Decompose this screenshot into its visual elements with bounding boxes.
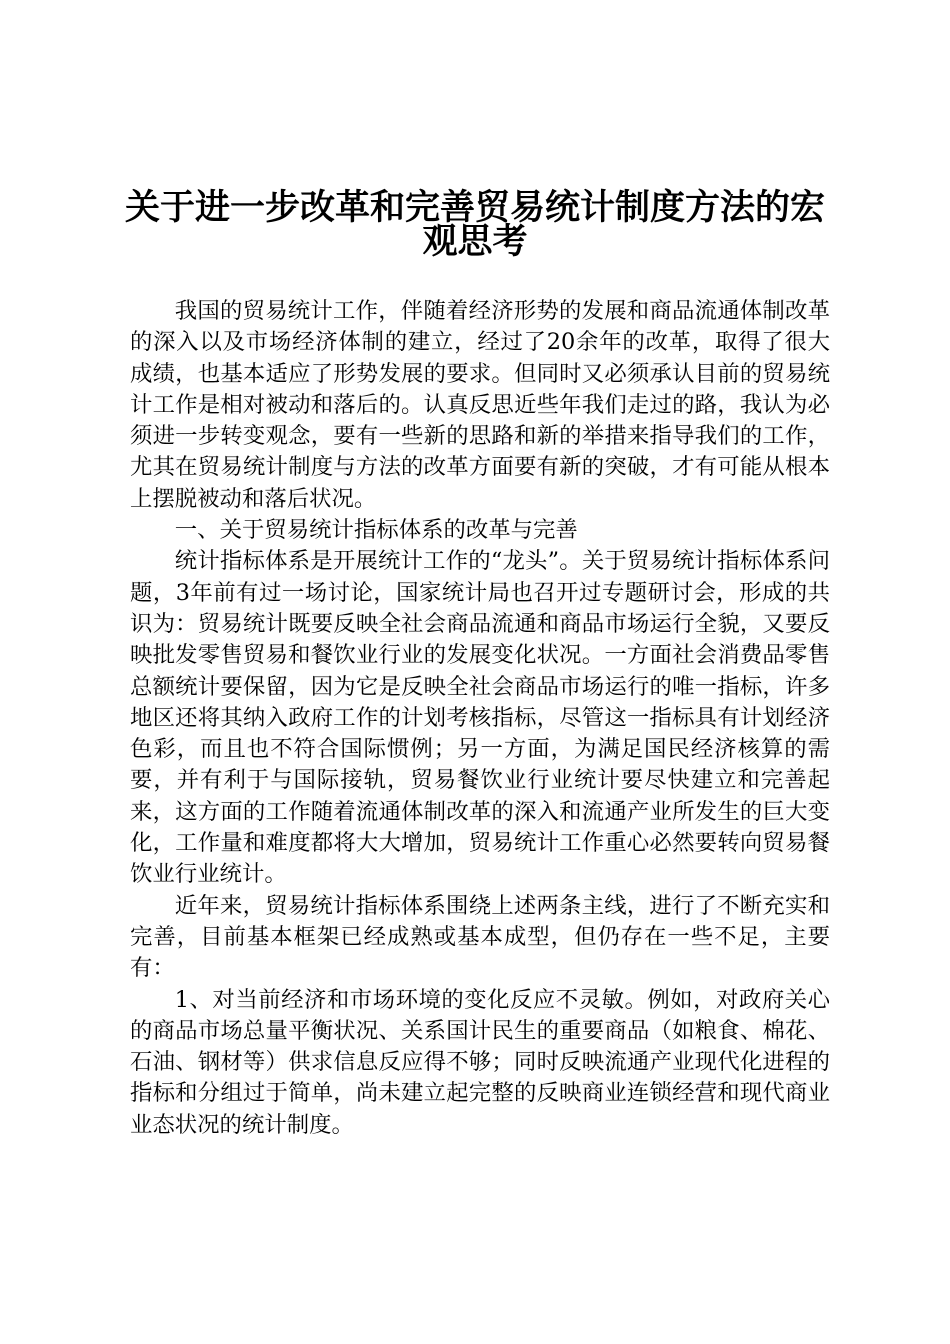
paragraph-intro: 我国的贸易统计工作，伴随着经济形势的发展和商品流通体制改革的深入以及市场经济体制的建立，经过了20余年的改革，取得了很大成绩，也基本适应了形势发展的要求。但同时又必须承认目前的贸易统计工作是相对被动和落后的。认真反思近些年我们走过的路，我认为必须进一步转变观念，要有一些新的思路和新的举措来指导我们的工作，尤其在贸易统计制度与方法的改革方面要有新的突破，才有可能从根本上摆脱被动和落后状况。	[130, 298, 830, 512]
paragraph-indicator-system: 统计指标体系是开展统计工作的“龙头”。关于贸易统计指标体系问题，3年前有过一场讨论，国家统计局也召开过专题研讨会，形成的共识为：贸易统计既要反映全社会商品流通和商品市场运行全貌，又要反映批发零售贸易和餐饮业行业的发展变化状况。一方面社会消费品零售总额统计要保留，因为它是反映全社会商品市场运行的唯一指标，许多地区还将其纳入政府工作的计划考核指标，尽管这一指标具有计划经济色彩，而且也不符合国际惯例；另一方面，为满足国民经济核算的需要，并有利于与国际接轨，贸易餐饮业行业统计要尽快建立和完善起来，这方面的工作随着流通体制改革的深入和流通产业所发生的巨大变化，工作量和难度都将大大增加，贸易统计工作重心必然要转向贸易餐饮业行业统计。	[130, 548, 830, 888]
paragraph-recent-years: 近年来，贸易统计指标体系围绕上述两条主线，进行了不断充实和完善，目前基本框架已经成熟或基本成型，但仍存在一些不足，主要有：	[130, 892, 830, 982]
list-item-1: 1、对当前经济和市场环境的变化反应不灵敏。例如，对政府关心的商品市场总量平衡状况、关系国计民生的重要商品（如粮食、棉花、石油、钢材等）供求信息反应得不够；同时反映流通产业现代化进程的指标和分组过于简单，尚未建立起完整的反映商业连锁经营和现代商业业态状况的统计制度。	[130, 986, 830, 1138]
section-heading-1: 一、关于贸易统计指标体系的改革与完善	[174, 517, 578, 544]
document-title-line-1: 关于进一步改革和完善贸易统计制度方法的宏	[124, 188, 825, 228]
document-title-line-2: 观思考	[422, 222, 528, 262]
document-body	[130, 296, 830, 1141]
